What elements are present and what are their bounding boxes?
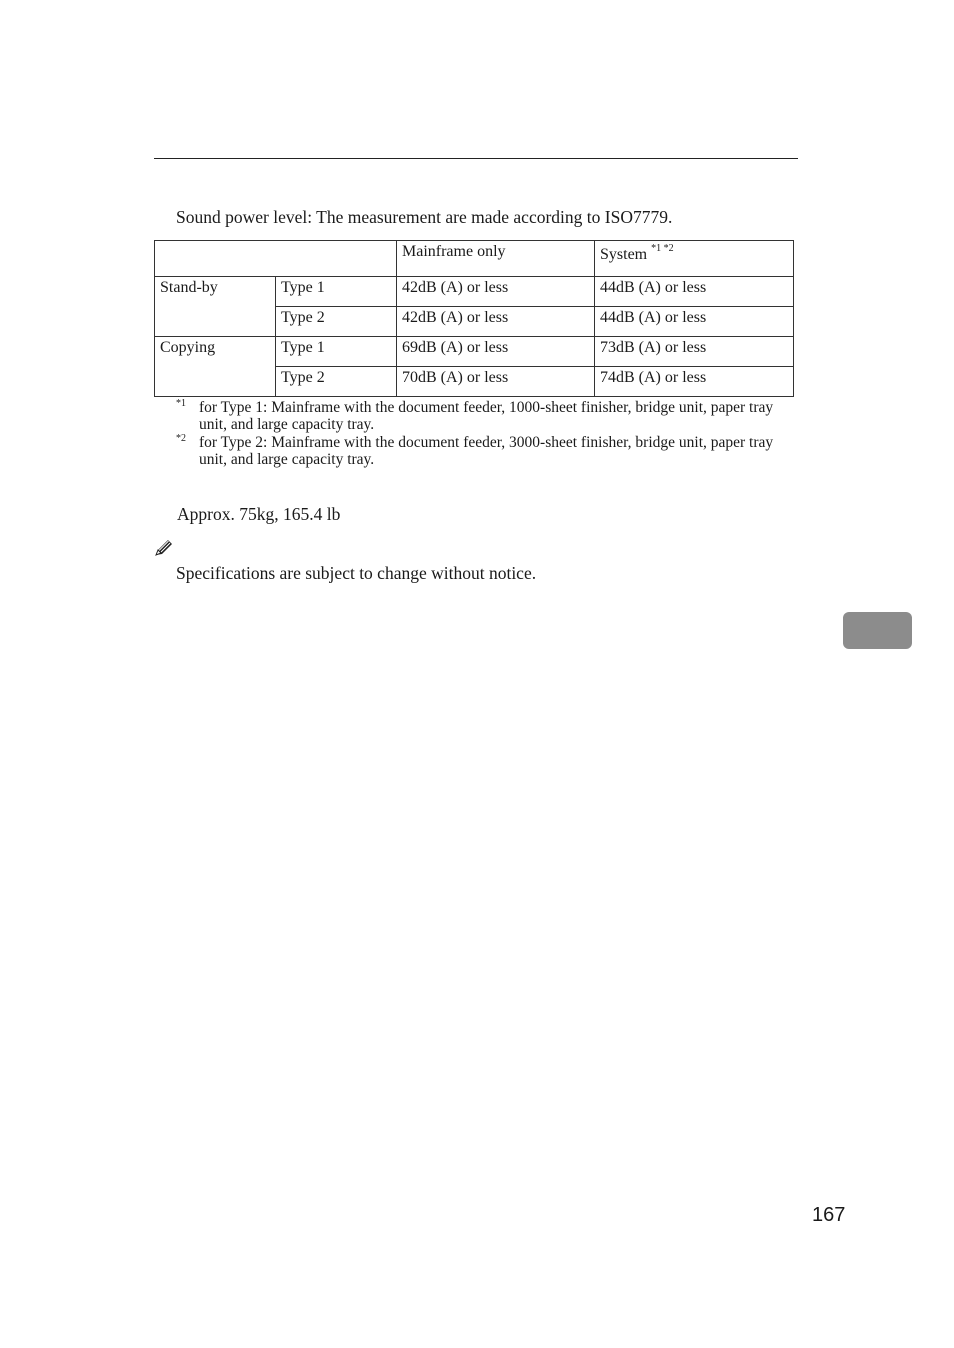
sound-power-intro: Sound power level: The measurement are made according to ISO7779. — [176, 207, 673, 227]
footnote-mark: *2 — [176, 433, 186, 444]
table-header-row — [155, 241, 794, 277]
page-number: 167 — [812, 1204, 846, 1226]
header-system — [595, 241, 794, 277]
row-mainframe-value: 42dB (A) or less — [397, 277, 595, 307]
footnote-1 — [176, 399, 800, 433]
footnote-2 — [176, 434, 800, 468]
footnote-text: for Type 2: Mainframe with the document feeder, 3000-sheet finisher, bridge unit, paper tray unit, and large capacity tray. — [199, 434, 774, 468]
chapter-tab — [843, 612, 912, 649]
footnote-mark: *1 — [176, 398, 186, 409]
sound-power-table — [154, 240, 794, 397]
note-text: Specifications are subject to change without notice. — [176, 563, 537, 583]
row-mainframe-value: 70dB (A) or less — [397, 367, 595, 397]
row-type: Type 1 — [276, 337, 397, 367]
group-label-standby: Stand-by — [155, 277, 276, 337]
table-row — [155, 337, 794, 367]
row-type: Type 2 — [276, 307, 397, 337]
row-system-value: 74dB (A) or less — [595, 367, 794, 397]
row-mainframe-value: 69dB (A) or less — [397, 337, 595, 367]
group-label-copying: Copying — [155, 337, 276, 397]
row-system-value: 44dB (A) or less — [595, 307, 794, 337]
row-type: Type 1 — [276, 277, 397, 307]
header-rule — [154, 158, 798, 159]
footnote-text: for Type 1: Mainframe with the document feeder, 1000-sheet finisher, bridge unit, paper tray unit, and large capacity tray. — [199, 399, 774, 433]
header-mainframe: Mainframe only — [397, 241, 595, 277]
row-type: Type 2 — [276, 367, 397, 397]
row-mainframe-value: 42dB (A) or less — [397, 307, 595, 337]
row-system-value: 44dB (A) or less — [595, 277, 794, 307]
header-system-label: System — [600, 246, 648, 263]
header-system-footnote-marks: *1 *2 — [651, 243, 674, 254]
weight-value: Approx. 75kg, 165.4 lb — [177, 504, 341, 524]
table-row — [155, 277, 794, 307]
row-system-value: 73dB (A) or less — [595, 337, 794, 367]
header-empty-cell — [155, 241, 397, 277]
pencil-note-icon — [153, 538, 175, 558]
